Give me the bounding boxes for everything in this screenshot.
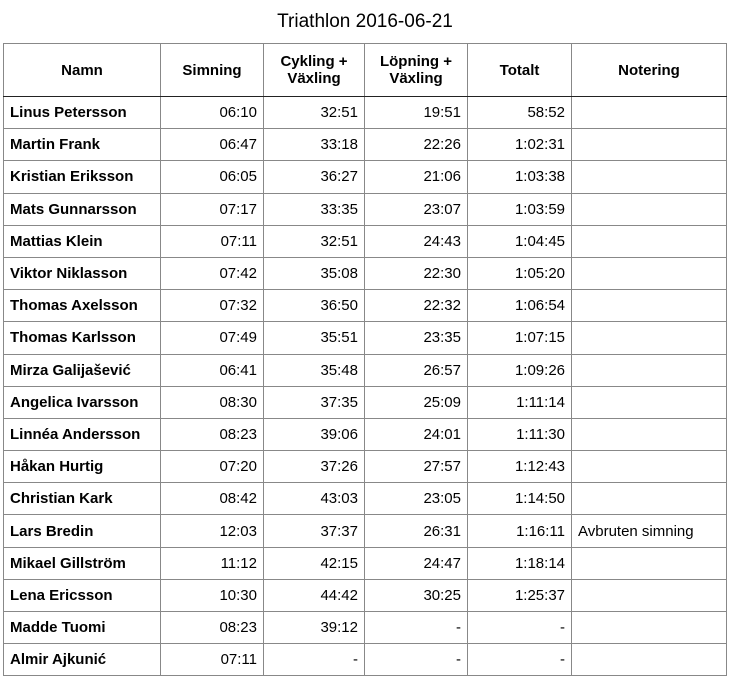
cell-bike: 35:51: [264, 322, 365, 354]
cell-run: 26:31: [365, 515, 468, 547]
cell-name: Martin Frank: [4, 129, 161, 161]
cell-swim: 07:42: [161, 257, 264, 289]
table-row: [4, 257, 727, 289]
cell-run: 19:51: [365, 97, 468, 129]
cell-swim: 06:47: [161, 129, 264, 161]
cell-name: Angelica Ivarsson: [4, 386, 161, 418]
cell-run: 24:01: [365, 418, 468, 450]
cell-bike: 32:51: [264, 225, 365, 257]
table-row: [4, 547, 727, 579]
cell-bike: 32:51: [264, 97, 365, 129]
table-row: [4, 483, 727, 515]
header-bike: Cykling + Växling: [264, 44, 365, 97]
cell-note: [572, 257, 727, 289]
cell-total: 58:52: [468, 97, 572, 129]
cell-run: 23:35: [365, 322, 468, 354]
table-row: [4, 354, 727, 386]
cell-bike: 35:48: [264, 354, 365, 386]
cell-swim: 10:30: [161, 579, 264, 611]
table-row: [4, 161, 727, 193]
cell-total: -: [468, 644, 572, 676]
cell-name: Kristian Eriksson: [4, 161, 161, 193]
cell-name: Almir Ajkunić: [4, 644, 161, 676]
cell-bike: 33:35: [264, 193, 365, 225]
table-row: [4, 451, 727, 483]
table-row: [4, 418, 727, 450]
cell-total: 1:04:45: [468, 225, 572, 257]
cell-bike: -: [264, 644, 365, 676]
cell-total: -: [468, 612, 572, 644]
cell-bike: 39:06: [264, 418, 365, 450]
cell-bike: 42:15: [264, 547, 365, 579]
cell-bike: 37:35: [264, 386, 365, 418]
cell-note: [572, 290, 727, 322]
cell-bike: 36:50: [264, 290, 365, 322]
header-row: [4, 44, 727, 97]
cell-name: Mats Gunnarsson: [4, 193, 161, 225]
table-row: [4, 579, 727, 611]
cell-note: [572, 418, 727, 450]
cell-bike: 43:03: [264, 483, 365, 515]
header-total: Totalt: [468, 44, 572, 97]
cell-run: 22:30: [365, 257, 468, 289]
cell-note: [572, 547, 727, 579]
cell-name: Viktor Niklasson: [4, 257, 161, 289]
cell-swim: 11:12: [161, 547, 264, 579]
header-note: Notering: [572, 44, 727, 97]
cell-run: 21:06: [365, 161, 468, 193]
cell-note: Avbruten simning: [572, 515, 727, 547]
cell-note: [572, 161, 727, 193]
cell-total: 1:25:37: [468, 579, 572, 611]
cell-name: Lena Ericsson: [4, 579, 161, 611]
cell-note: [572, 483, 727, 515]
cell-total: 1:09:26: [468, 354, 572, 386]
cell-bike: 36:27: [264, 161, 365, 193]
cell-name: Linus Petersson: [4, 97, 161, 129]
cell-name: Mirza Galijašević: [4, 354, 161, 386]
cell-run: -: [365, 612, 468, 644]
cell-swim: 06:41: [161, 354, 264, 386]
cell-swim: 07:11: [161, 644, 264, 676]
table-row: [4, 129, 727, 161]
cell-run: 22:32: [365, 290, 468, 322]
cell-swim: 07:20: [161, 451, 264, 483]
cell-total: 1:03:59: [468, 193, 572, 225]
cell-run: -: [365, 644, 468, 676]
cell-bike: 39:12: [264, 612, 365, 644]
cell-swim: 08:23: [161, 418, 264, 450]
cell-note: [572, 451, 727, 483]
cell-bike: 35:08: [264, 257, 365, 289]
cell-bike: 33:18: [264, 129, 365, 161]
cell-total: 1:02:31: [468, 129, 572, 161]
cell-total: 1:06:54: [468, 290, 572, 322]
cell-note: [572, 97, 727, 129]
cell-run: 30:25: [365, 579, 468, 611]
cell-bike: 44:42: [264, 579, 365, 611]
cell-run: 26:57: [365, 354, 468, 386]
cell-bike: 37:37: [264, 515, 365, 547]
cell-name: Madde Tuomi: [4, 612, 161, 644]
cell-swim: 08:42: [161, 483, 264, 515]
cell-name: Håkan Hurtig: [4, 451, 161, 483]
cell-total: 1:03:38: [468, 161, 572, 193]
table-row: [4, 386, 727, 418]
cell-bike: 37:26: [264, 451, 365, 483]
cell-name: Christian Kark: [4, 483, 161, 515]
cell-total: 1:05:20: [468, 257, 572, 289]
table-row: [4, 612, 727, 644]
cell-note: [572, 644, 727, 676]
header-name: Namn: [4, 44, 161, 97]
cell-run: 23:07: [365, 193, 468, 225]
page-title: Triathlon 2016-06-21: [277, 11, 453, 32]
cell-run: 24:43: [365, 225, 468, 257]
cell-swim: 12:03: [161, 515, 264, 547]
cell-note: [572, 322, 727, 354]
cell-run: 22:26: [365, 129, 468, 161]
cell-total: 1:07:15: [468, 322, 572, 354]
cell-note: [572, 129, 727, 161]
cell-total: 1:14:50: [468, 483, 572, 515]
cell-swim: 08:23: [161, 612, 264, 644]
cell-total: 1:11:14: [468, 386, 572, 418]
cell-name: Thomas Axelsson: [4, 290, 161, 322]
cell-note: [572, 225, 727, 257]
table-row: [4, 290, 727, 322]
cell-run: 27:57: [365, 451, 468, 483]
table-row: [4, 515, 727, 547]
cell-run: 25:09: [365, 386, 468, 418]
cell-swim: 06:10: [161, 97, 264, 129]
table-row: [4, 644, 727, 676]
table-row: [4, 193, 727, 225]
cell-note: [572, 354, 727, 386]
table-row: [4, 97, 727, 129]
cell-total: 1:12:43: [468, 451, 572, 483]
cell-note: [572, 579, 727, 611]
cell-note: [572, 612, 727, 644]
cell-swim: 07:49: [161, 322, 264, 354]
cell-swim: 08:30: [161, 386, 264, 418]
cell-swim: 06:05: [161, 161, 264, 193]
cell-name: Linnéa Andersson: [4, 418, 161, 450]
cell-note: [572, 386, 727, 418]
cell-total: 1:11:30: [468, 418, 572, 450]
results-table: [3, 43, 727, 676]
cell-swim: 07:17: [161, 193, 264, 225]
cell-name: Thomas Karlsson: [4, 322, 161, 354]
cell-swim: 07:11: [161, 225, 264, 257]
cell-note: [572, 193, 727, 225]
cell-total: 1:16:11: [468, 515, 572, 547]
cell-total: 1:18:14: [468, 547, 572, 579]
cell-name: Lars Bredin: [4, 515, 161, 547]
cell-name: Mikael Gillström: [4, 547, 161, 579]
table-row: [4, 322, 727, 354]
cell-run: 23:05: [365, 483, 468, 515]
header-run: Löpning + Växling: [365, 44, 468, 97]
cell-run: 24:47: [365, 547, 468, 579]
cell-name: Mattias Klein: [4, 225, 161, 257]
header-swim: Simning: [161, 44, 264, 97]
cell-swim: 07:32: [161, 290, 264, 322]
table-row: [4, 225, 727, 257]
